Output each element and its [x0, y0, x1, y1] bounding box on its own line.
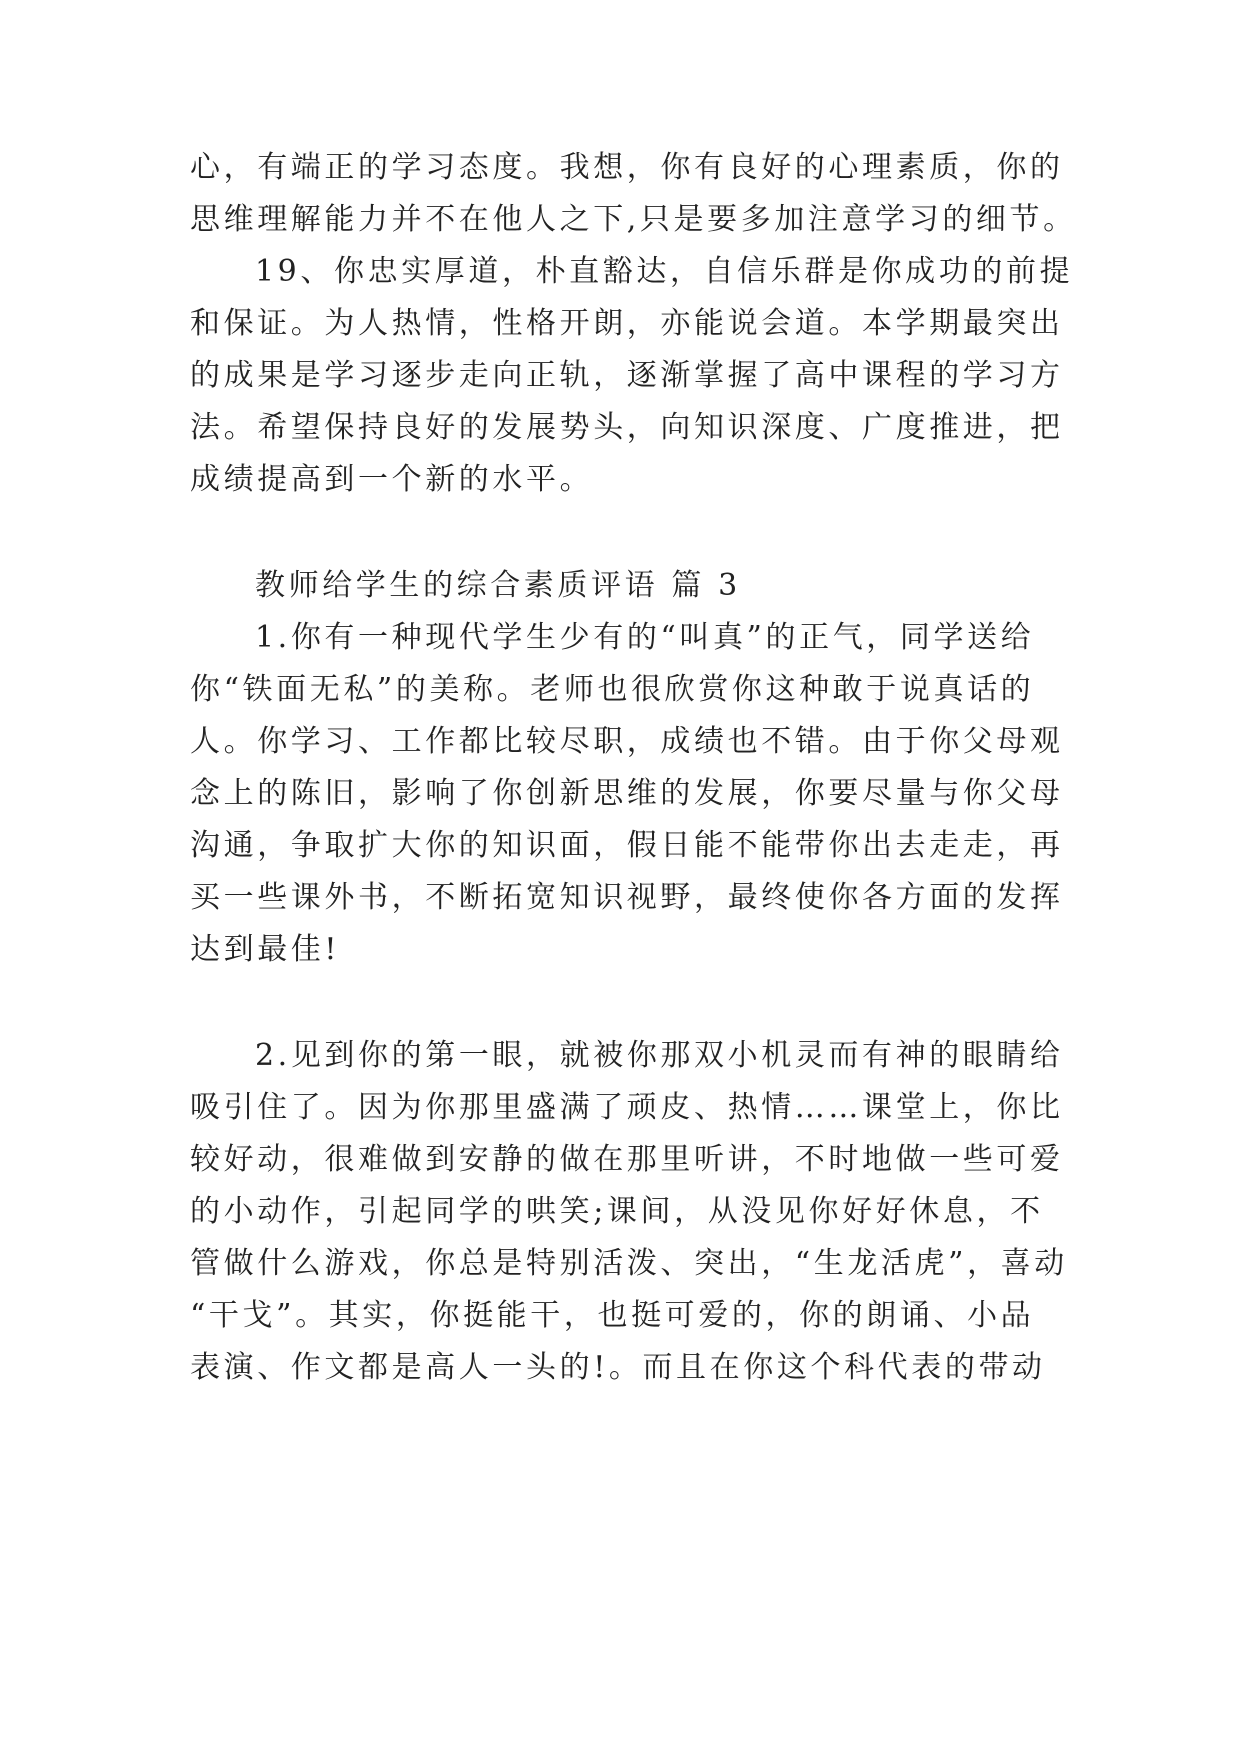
- text-line: 吸引住了。因为你那里盛满了顽皮、热情……课堂上，你比: [190, 1090, 1064, 1125]
- text-line: 的成果是学习逐步走向正轨，逐渐掌握了高中课程的学习方: [190, 358, 1064, 393]
- text-line: 的小动作，引起同学的哄笑;课间，从没见你好好休息，不: [190, 1194, 1044, 1229]
- text-line: 达到最佳!: [190, 932, 341, 967]
- section-heading: 教师给学生的综合素质评语 篇 3: [255, 568, 741, 603]
- text-line: 1.你有一种现代学生少有的“叫真”的正气，同学送给: [255, 620, 1035, 655]
- text-line: 管做什么游戏，你总是特别活泼、突出，“生龙活虎”，喜动: [190, 1246, 1068, 1281]
- text-line: 较好动，很难做到安静的做在那里听讲，不时地做一些可爱: [190, 1142, 1064, 1177]
- text-line: 思维理解能力并不在他人之下,只是要多加注意学习的细节。: [190, 202, 1077, 237]
- text-line: 2.见到你的第一眼，就被你那双小机灵而有神的眼睛给: [255, 1038, 1064, 1073]
- text-line: 买一些课外书，不断拓宽知识视野，最终使你各方面的发挥: [190, 880, 1064, 915]
- text-line: 心，有端正的学习态度。我想，你有良好的心理素质，你的: [190, 150, 1064, 185]
- text-line: “干戈”。其实，你挺能干，也挺可爱的，你的朗诵、小品: [190, 1298, 1035, 1333]
- text-line: 念上的陈旧，影响了你创新思维的发展，你要尽量与你父母: [190, 776, 1064, 811]
- text-line: 表演、作文都是高人一头的!。而且在你这个科代表的带动: [190, 1350, 1046, 1385]
- text-line: 和保证。为人热情，性格开朗，亦能说会道。本学期最突出: [190, 306, 1064, 341]
- text-line: 沟通，争取扩大你的知识面，假日能不能带你出去走走，再: [190, 828, 1064, 863]
- text-line: 成绩提高到一个新的水平。: [190, 462, 594, 497]
- text-line: 法。希望保持良好的发展势头，向知识深度、广度推进，把: [190, 410, 1064, 445]
- text-line: 19、你忠实厚道，朴直豁达，自信乐群是你成功的前提: [255, 254, 1074, 289]
- text-line: 你“铁面无私”的美称。老师也很欣赏你这种敢于说真话的: [190, 672, 1035, 707]
- text-line: 人。你学习、工作都比较尽职，成绩也不错。由于你父母观: [190, 724, 1064, 759]
